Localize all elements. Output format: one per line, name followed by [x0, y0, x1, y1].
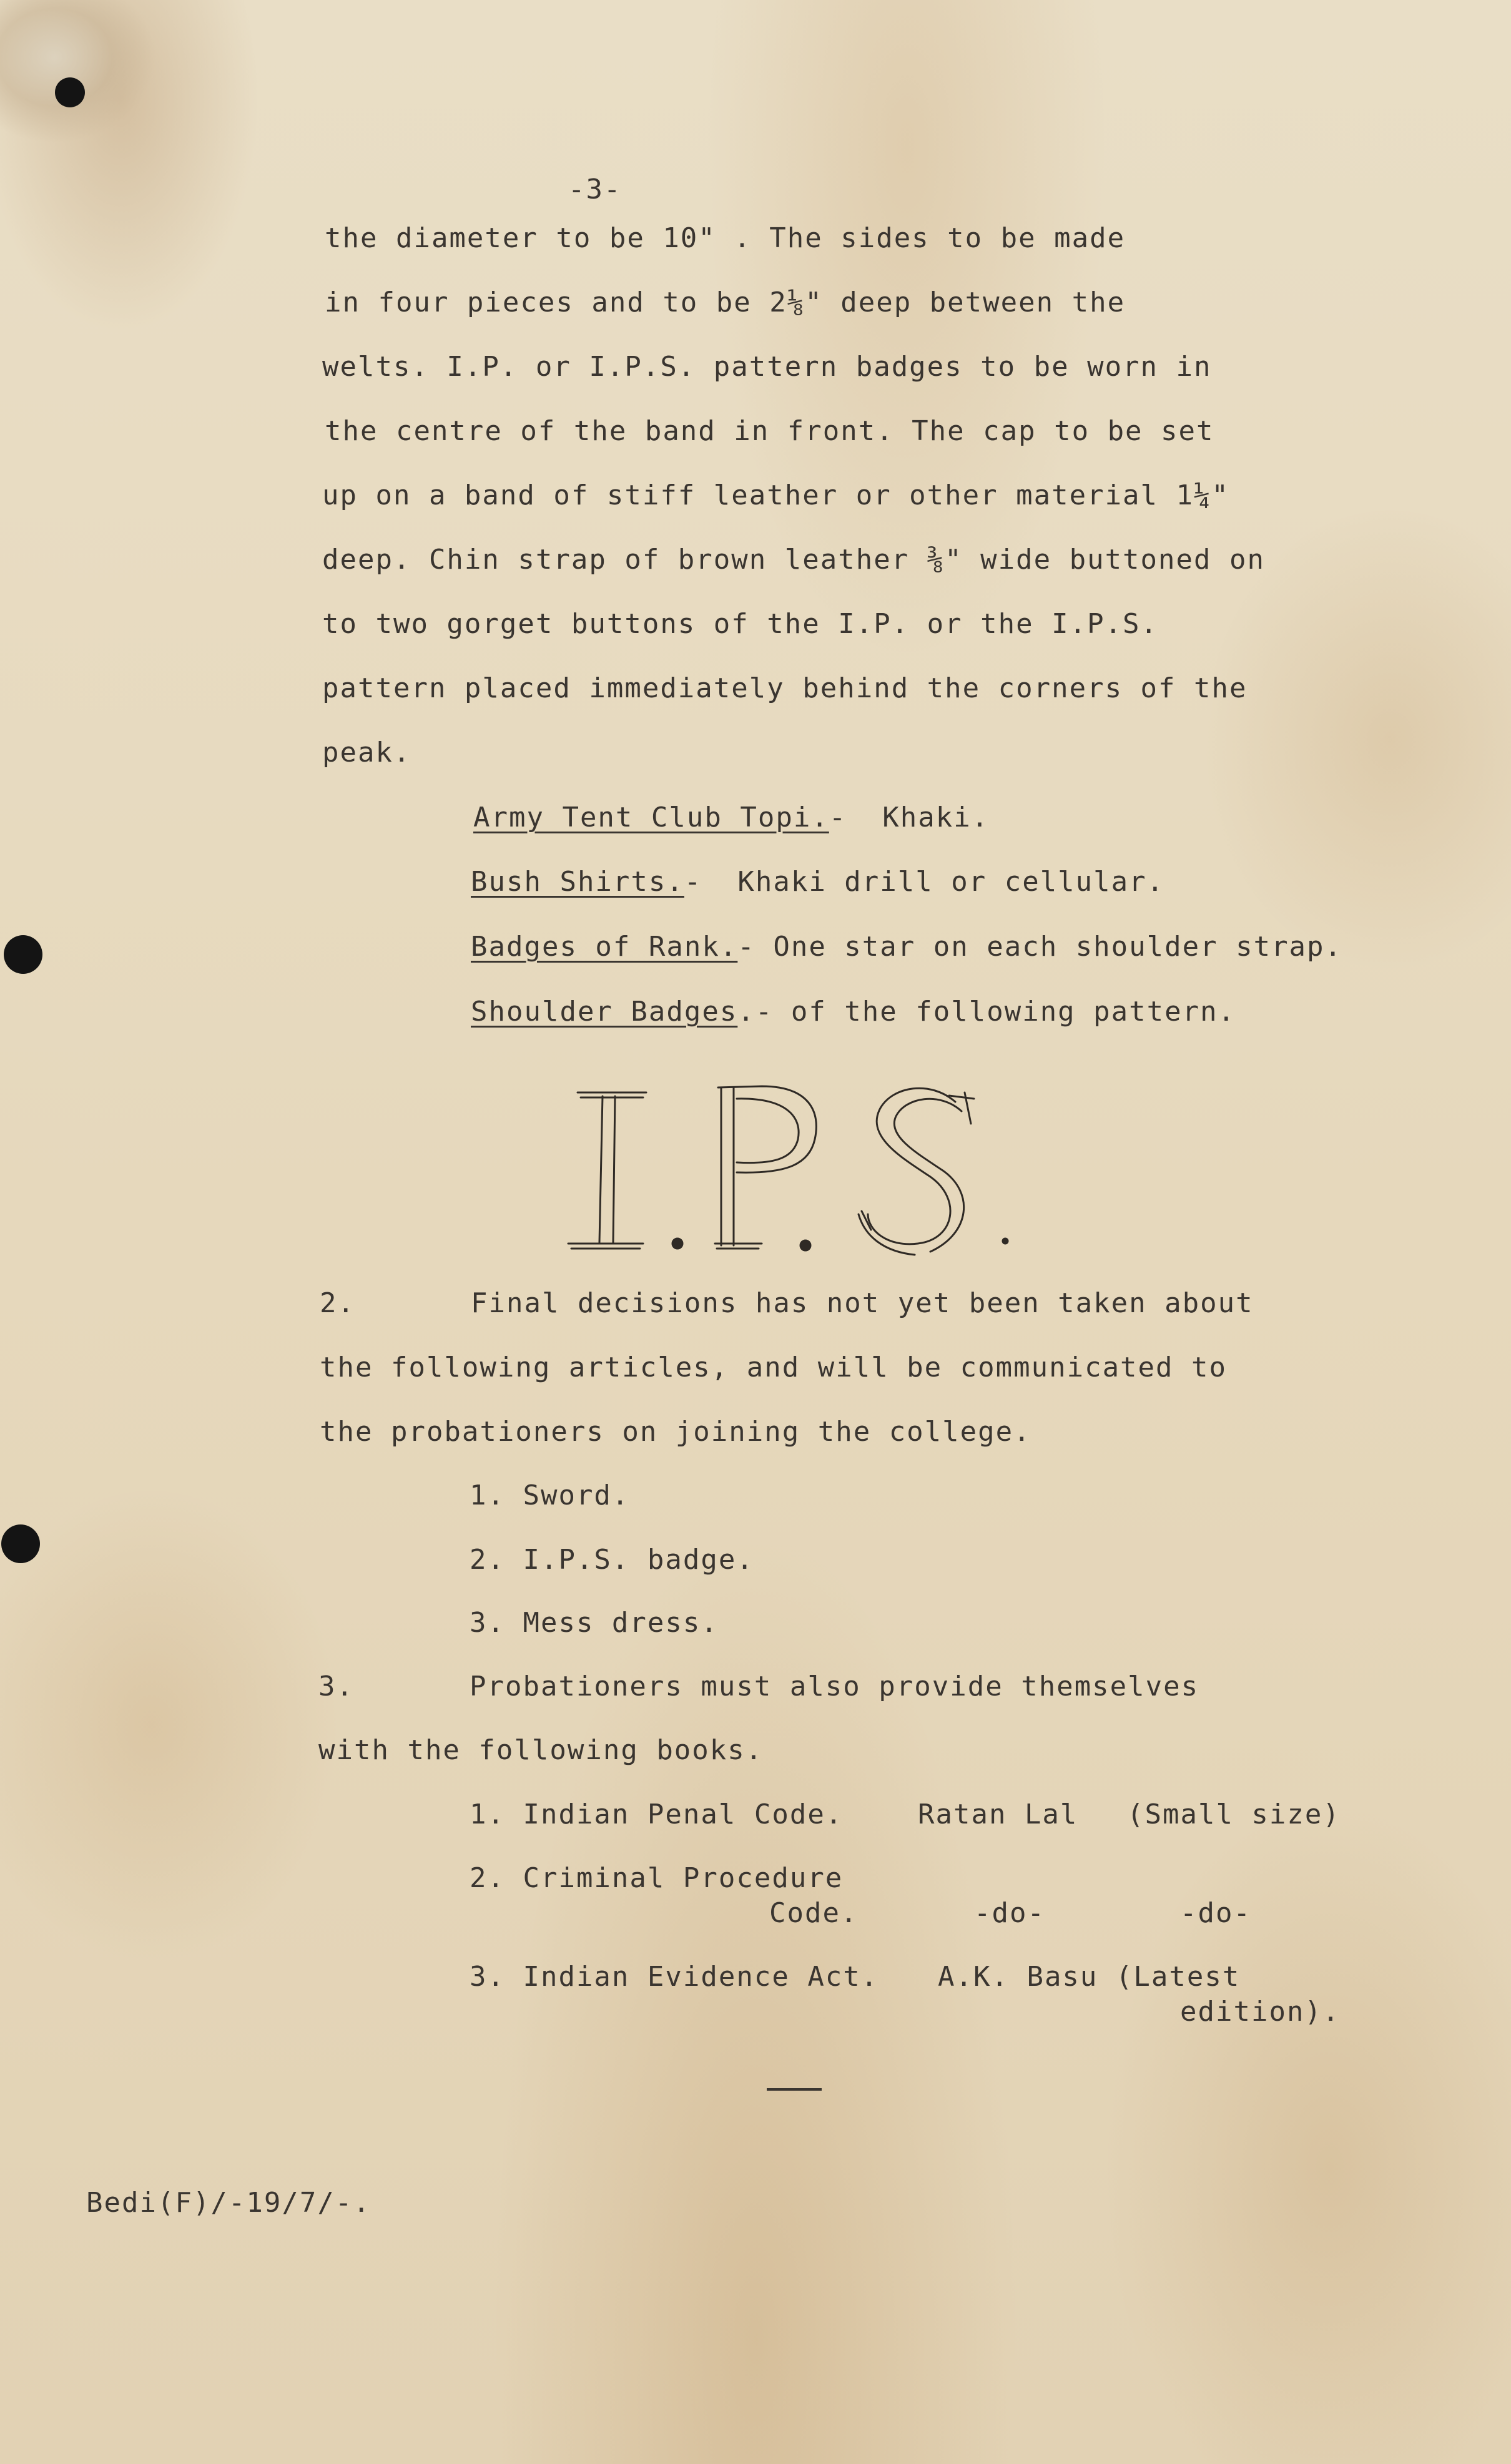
- end-rule: [767, 2088, 822, 2091]
- uniform-item: [471, 998, 1236, 1026]
- list-item: 3. Mess dress.: [470, 1607, 719, 1639]
- ips-badge-drawing: [556, 1074, 1030, 1267]
- book-title: 3. Indian Evidence Act.: [470, 1961, 879, 1993]
- uniform-item: [471, 933, 1342, 961]
- text-line: to two gorget buttons of the I.P. or the I.P.S.: [322, 608, 1159, 640]
- torn-corner: [0, 0, 156, 144]
- item-text: - Khaki.: [829, 802, 990, 833]
- book-author: Ratan Lal: [918, 1799, 1078, 1830]
- text-line: up on a band of stiff leather or other material 1¼": [322, 479, 1230, 511]
- text-line: Final decisions has not yet been taken about: [471, 1287, 1254, 1319]
- text-line: welts. I.P. or I.P.S. pattern badges to be worn in: [322, 351, 1212, 383]
- item-text: .- of the following pattern.: [737, 996, 1236, 1028]
- text-line: the diameter to be 10" . The sides to be made: [325, 222, 1126, 254]
- section-number: 2.: [320, 1287, 355, 1319]
- item-heading: Army Tent Club Topi.: [473, 802, 829, 833]
- book-title-continued: Code.: [769, 1897, 859, 1929]
- list-item: 1. Sword.: [470, 1480, 630, 1511]
- punch-hole-lower: [1, 1524, 40, 1563]
- text-line: the following articles, and will be communicated to: [320, 1352, 1228, 1383]
- book-author: -do-: [974, 1897, 1045, 1929]
- page-number: -3-: [568, 174, 622, 205]
- item-heading: Bush Shirts.: [471, 866, 684, 898]
- book-note: -do-: [1180, 1897, 1251, 1929]
- text-line: Probationers must also provide themselves: [470, 1671, 1199, 1702]
- section-number: 3.: [318, 1671, 354, 1702]
- punch-hole-middle: [4, 935, 42, 974]
- text-line: the probationers on joining the college.: [320, 1416, 1031, 1448]
- text-line: pattern placed immediately behind the corners of the: [322, 672, 1248, 704]
- text-line: the centre of the band in front. The cap to be set: [325, 415, 1214, 447]
- book-title: 1. Indian Penal Code.: [470, 1799, 844, 1830]
- uniform-item: [471, 868, 1164, 896]
- text-line: deep. Chin strap of brown leather ⅜" wide buttoned on: [322, 544, 1265, 576]
- badge-drawing-text: I.P.S: [793, 1260, 797, 1262]
- item-heading: Badges of Rank.: [471, 931, 738, 963]
- uniform-item: [473, 804, 989, 832]
- book-note: edition).: [1180, 1996, 1341, 2028]
- book-title: 2. Criminal Procedure: [470, 1862, 844, 1894]
- text-line: in four pieces and to be 2⅛" deep between the: [325, 287, 1126, 318]
- list-item: 2. I.P.S. badge.: [470, 1544, 754, 1576]
- text-line: with the following books.: [318, 1734, 764, 1766]
- item-text: - Khaki drill or cellular.: [684, 866, 1165, 898]
- book-note: (Small size): [1127, 1799, 1341, 1830]
- text-line: peak.: [322, 737, 411, 768]
- book-author: A.K. Basu (Latest: [938, 1961, 1241, 1993]
- footer-reference: Bedi(F)/-19/7/-.: [86, 2187, 371, 2219]
- item-heading: Shoulder Badges: [471, 996, 738, 1028]
- punch-hole-top: [55, 77, 85, 107]
- item-text: - One star on each shoulder strap.: [737, 931, 1343, 963]
